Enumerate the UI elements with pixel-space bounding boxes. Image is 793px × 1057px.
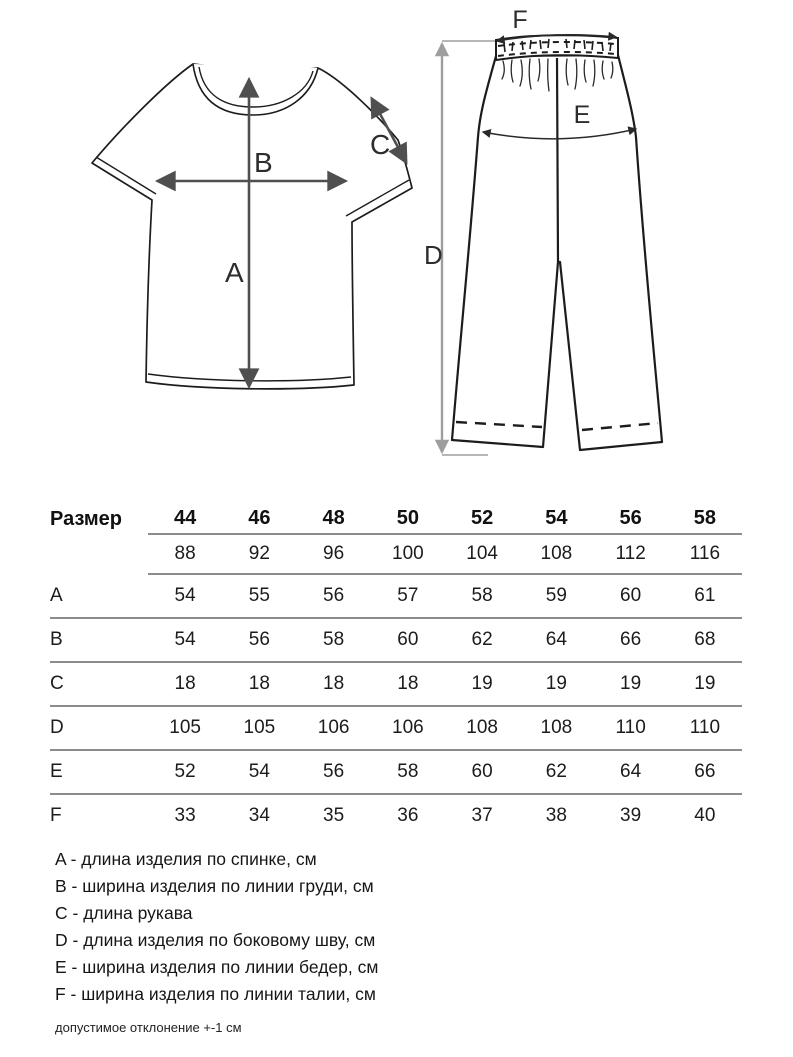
table-cell: 39 [620, 805, 642, 826]
table-cell: 58 [471, 585, 493, 606]
table-cell: 19 [471, 673, 493, 694]
legend-items [55, 846, 378, 1008]
table-cell: 61 [694, 585, 716, 606]
table-cell: 66 [694, 761, 716, 782]
row-label: E [50, 761, 63, 782]
table-cell: 105 [169, 717, 201, 738]
table-row [50, 707, 742, 751]
table-cell: 18 [174, 673, 196, 694]
label-c: C [370, 129, 391, 160]
table-cell: 19 [694, 673, 716, 694]
table-cell: 92 [248, 543, 270, 564]
table-row [50, 751, 742, 795]
table-cell: 108 [466, 717, 498, 738]
table-row [50, 575, 742, 619]
table-cell: 106 [392, 717, 424, 738]
row-label [50, 535, 148, 575]
table-cell: 18 [323, 673, 345, 694]
table-cell: 60 [397, 629, 419, 650]
table-cell: 56 [323, 761, 345, 782]
table-cell: 56 [323, 585, 345, 606]
legend-item: B - ширина изделия по линии груди, см [55, 876, 374, 896]
label-f: F [512, 10, 528, 34]
table-cell: 58 [397, 761, 419, 782]
table-cell: 104 [466, 543, 498, 564]
table-cell: 54 [174, 585, 196, 606]
table-cell: 110 [689, 717, 721, 738]
table-row-values [148, 751, 742, 793]
table-header-cell: 50 [396, 506, 419, 529]
label-e: E [573, 101, 591, 129]
legend-item: C - длина рукава [55, 903, 193, 923]
row-label: B [50, 629, 63, 650]
table-cell: 35 [323, 805, 345, 826]
pants-center-line [557, 58, 558, 262]
table-row [50, 619, 742, 663]
table-cell: 40 [694, 805, 716, 826]
table-cell: 96 [323, 543, 345, 564]
table-row [50, 503, 742, 535]
tshirt-diagram [82, 52, 417, 402]
table-cell: 88 [174, 543, 196, 564]
size-table [50, 503, 742, 837]
legend-item: D - длина изделия по боковому шву, см [55, 930, 376, 950]
pants-diagram [420, 10, 745, 488]
table-row [50, 795, 742, 837]
table-cell: 19 [620, 673, 642, 694]
table-cell: 64 [545, 629, 567, 650]
table-cell: 112 [615, 543, 646, 564]
table-cell: 33 [174, 805, 196, 826]
table-cell: 57 [397, 585, 419, 606]
table-cell: 54 [174, 629, 196, 650]
table-header-cell: 54 [545, 506, 568, 529]
table-header-label: Размер [50, 507, 123, 530]
table-cell: 110 [615, 717, 646, 738]
table-cell: 59 [545, 585, 567, 606]
table-row-values [148, 795, 742, 837]
table-cell: 36 [397, 805, 419, 826]
table-cell: 66 [620, 629, 642, 650]
table-header-cell: 46 [248, 506, 271, 529]
table-cell: 37 [471, 805, 493, 826]
table-row-values [148, 535, 742, 575]
row-label: F [50, 805, 62, 826]
legend-item: A - длина изделия по спинке, см [55, 849, 317, 869]
table-cell: 64 [620, 761, 642, 782]
label-d: D [424, 240, 443, 270]
table-row-values [148, 663, 742, 705]
table-cell: 60 [620, 585, 642, 606]
table-cell: 38 [545, 805, 567, 826]
table-row [50, 535, 742, 575]
table-row-values [148, 503, 742, 535]
table-cell: 18 [248, 673, 270, 694]
table-cell: 34 [248, 805, 270, 826]
table-cell: 108 [540, 543, 573, 564]
table-row-values [148, 707, 742, 749]
table-cell: 60 [471, 761, 493, 782]
table-cell: 58 [323, 629, 345, 650]
table-cell: 100 [392, 543, 424, 564]
table-cell: 19 [545, 673, 567, 694]
label-a: A [225, 257, 244, 288]
table-row-values [148, 575, 742, 617]
legend-item: E - ширина изделия по линии бедер, см [55, 957, 379, 977]
table-header-cell: 56 [619, 506, 642, 529]
table-cell: 105 [243, 717, 276, 738]
table-cell: 108 [540, 717, 573, 738]
table-cell: 55 [248, 585, 270, 606]
table-cell: 62 [545, 761, 567, 782]
row-label: D [50, 717, 64, 738]
table-header-cell: 44 [174, 506, 197, 529]
table-cell: 116 [689, 543, 721, 564]
table-row-values [148, 619, 742, 661]
table-cell: 52 [174, 761, 196, 782]
measurement-legend [55, 846, 378, 1035]
label-b: B [254, 147, 273, 178]
table-cell: 54 [248, 761, 270, 782]
row-label: A [50, 585, 63, 606]
table-header-cell: 52 [471, 506, 494, 529]
row-label: C [50, 673, 64, 694]
table-header-cell: 58 [693, 506, 716, 529]
table-cell: 62 [471, 629, 493, 650]
tolerance-note: допустимое отклонение +-1 см [55, 1020, 242, 1035]
table-cell: 68 [694, 629, 716, 650]
legend-item: F - ширина изделия по линии талии, см [55, 984, 376, 1004]
table-cell: 56 [248, 629, 270, 650]
table-row [50, 663, 742, 707]
table-header-cell: 48 [322, 506, 345, 529]
table-cell: 18 [397, 673, 419, 694]
table-cell: 106 [317, 717, 350, 738]
